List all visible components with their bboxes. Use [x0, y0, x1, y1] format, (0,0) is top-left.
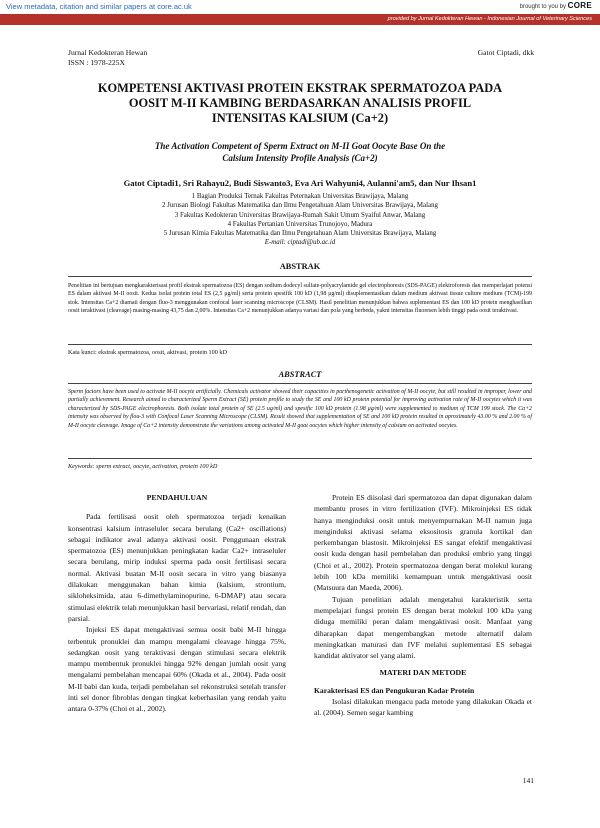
metode-heading: MATERI DAN METODE: [379, 668, 467, 678]
abstract-keywords: Keywords: sperm extract, oocyte, activation, protein 100 kD: [68, 463, 218, 470]
author-list: Gatot Ciptadi1, Sri Rahayu2, Budi Siswanto3, Eva Ari Wahyuni4, Aulanni'am5, dan Nur Ihsan1: [123, 178, 477, 188]
affiliation: 2 Jurusan Biologi Fakultas Matematika dan Ilmu Pengetahuan Alam Universitas Brawijaya, Malang: [162, 202, 438, 210]
karakterisasi-heading: Karakterisasi ES dan Pengukuran Kadar Protein: [314, 685, 475, 695]
divider: [68, 383, 532, 384]
running-author: Gatot Ciptadi, dkk: [477, 48, 534, 57]
author-email: E-mail: ciptadi@ub.ac.id: [264, 239, 336, 247]
provider-band: [0, 14, 600, 25]
abstract-heading: ABSTRACT: [278, 370, 322, 379]
abstract-text: Sperm factors have been used to activate M-II oocyte artificially. Chemicals activator showed their capacities in parthenogenetic activation of M-II oocyte, but still resulted in improper, lower and partially achievement. Research aimed to characterized Sperm Extract (SE) protein profile to study the SE and 100 kD protein potential for improving activation rate of M-II oocytes which it was characterized by SDS-PAGE electrophoresis. Both isolate total protein of SE (2.5 ug/ml) and spesific 100 kD protein (1.98 μg/ml) were supplemented to medium of TCM 199 stock. The Ca+2 intensity was observed by flou-3 with Confocal Laser Scanning Microscope (CLSM). Result showed that supplementation of SE and 100 kD protein resulted in aproximately 43.00 % and 2.00 % of M-II oocyte cleavage. Image of Ca+2 intensity demonstrate the variations among activated M-II goat oocytes which higher intensity of calsium on activated oocytes.: [68, 389, 532, 429]
core-topbar: [0, 0, 600, 14]
core-brand[interactable]: brought to you by CORE: [519, 1, 592, 10]
affiliation: 1 Bagian Produksi Ternak Fakultas Peternakan Universitas Brawijaya, Malang: [191, 193, 409, 200]
divider: [68, 458, 532, 459]
paragraph: Protein ES diisolasi dari spermatozoa dan dapat digunakan dalam membantu proses in vitro fertilization (IVF). Mikroinjeksi ES tidak hanya menginduksi oosit untuk menyempurnakan M-II namun juga menginduksi aktivasi selama eksositosis granula kortikal dan perkembangan blastosit. Mikroinjeksi ES sangat efektif mengaktivasi oosit kuda dengan hasil pembelahan dan produksi embrio yang tinggi (Choi et al., 2002). Protein spermatozoa dengan berat molekul kurang lebih 100 kDa memiliki kemampuan untuk mengaktivasi oosit (Matsuura dan Maeda, 2006).: [314, 493, 532, 593]
pendahuluan-heading: PENDAHULUAN: [146, 493, 208, 502]
journal-issn: ISSN : 1978-225X: [68, 58, 125, 67]
paper-title: KOMPETENSI AKTIVASI PROTEIN EKSTRAK SPERMATOZOA PADA OOSIT M-II KAMBING BERDASARKAN ANALISIS PROFIL INTENSITAS KALSIUM (Ca+2): [97, 81, 503, 125]
paper-subtitle: The Activation Competent of Sperm Extract on M-II Goat Oocyte Base On the Calsium Intensity Profile Analysis (Ca+2): [154, 141, 446, 163]
left-column: [68, 492, 286, 715]
right-column: [314, 492, 532, 719]
affiliation: 4 Fakultas Pertanian Universitas Trunojoyo, Madura: [227, 220, 373, 228]
paragraph: Isolasi dilakukan mengacu pada metode yang dilakukan Okada et al. (2004). Semen segar kambing: [314, 697, 532, 718]
core-metadata-link[interactable]: View metadata, citation and similar papers at core.ac.uk: [6, 2, 192, 11]
provider-link[interactable]: provided by Jurnal Kedokteran Hewan - Indonesian Journal of Veterinary Sciences: [387, 15, 592, 22]
journal-header: [68, 48, 147, 68]
paragraph: Injeksi ES dapat mengaktivasi semua oosit babi M-II hingga terbentuk pronuklei dan mampu mengalami cleavage hingga 75%, sedangkan oosit yang teraktivasi dengan stimulasi secara elektrik mampu membentuk pronuklei hingga 92% dengan jumlah oosit yang mengalami pembelahan mencapai 60% (Okada et al., 2004). Pada oosit M-II babi dan kuda, terjadi pembelahan sel rekonstruksi setelah transfer inti sel donor fibroblas dengan tingkat keberhasilan yang rendah yaitu antara 0-37% (Choi et al., 2002).: [68, 625, 286, 714]
journal-name: Jurnal Kedokteran Hewan: [68, 48, 148, 57]
abstrak-heading: ABSTRAK: [279, 262, 321, 271]
affiliations: [60, 192, 540, 248]
paragraph: Pada fertilisasi oosit oleh spermatozoa terjadi kenaikan konsentrasi kalsium intraseluler secara berulang (Ca2+ oscillations) sebagai indikator awal adanya aktivasi oosit. Penggunaan ekstrak spermatozoa (ES) menunjukkan peningkatan kadar Ca2+ intraseluler secara berulang, mirip induksi sperma pada oosit fertilisasi secara normal. Aktivasi buatan M-II oosit secara in vitro yang biasanya dilakukan menggunakan bahan kimia (kalsium, strontium, sikloheksimida, atau 6-dimethylaminopurine, 6-DMAP) atau secara stimulasi elektrik telah menunjukkan hasil bervariasi, relatif rendah, dan parsial.: [68, 512, 286, 623]
divider: [68, 276, 532, 277]
abstrak-keywords: Kata kunci: ekstrak spermatozoa, oosit, aktivasi, protein 100 kD: [68, 349, 227, 356]
abstrak-text: Penelitian ini bertujuan mengkarakterisasi profil ekstrak spermatozoa (ES) dengan sodium dodecyl sulfate-polyacrylamide gel electrophoresis (SDS-PAGE) elektroforesis dan memperlajari potensi ES dalam aktivasi M-II oosit. Kedua isolat protein total ES (2,5 μg/ml) serta protein spesifik 100 kD (1,98 μg/ml) disuplementasikan dalam medium aktivasi tissue culture medium (TCM)-199 stok. Intensitas Ca+2 diamati dengan fluo-3 menggunakan confocal laser scanning microscope (CLSM). Hasil penelitian menunjukkan bahwa suplementasi ES dan 100 kD protein menghasilkan oosit teraktivasi (cleavage) masing-masing 43,75 dan 2,00%. Intensitas Ca+2 menunjukkan adanya variasi dan pola yang berbeda, yakni intensitas fluoresen lebih tinggi pada oosit teraktivasi.: [68, 283, 532, 315]
page-number: 141: [522, 776, 534, 785]
affiliation: 3 Fakultas Kedokteran Universitas Brawijaya-Rumah Sakit Umum Syaiful Anwar, Malang: [174, 211, 426, 219]
paragraph: Tujuan penelitian adalah mengetahui karakteristik serta mempelajari fungsi protein ES dengan berat molekul 100 kDa yang diduga memiliki peran dalam mengaktivasi oosit. Manfaat yang diharapkan dapat mengembangkan metode alternatif dalam meningkatkan maturasi dan IVF melalui suplementasi ES sebagai kandidat aktivator sel yang alami.: [314, 594, 532, 661]
affiliation: 5 Jurusan Kimia Fakultas Matematika dan Ilmu Pengetahuan Alam Universitas Brawijaya, Malang: [163, 230, 437, 238]
core-logo-text: CORE: [567, 1, 592, 10]
divider: [68, 344, 532, 345]
